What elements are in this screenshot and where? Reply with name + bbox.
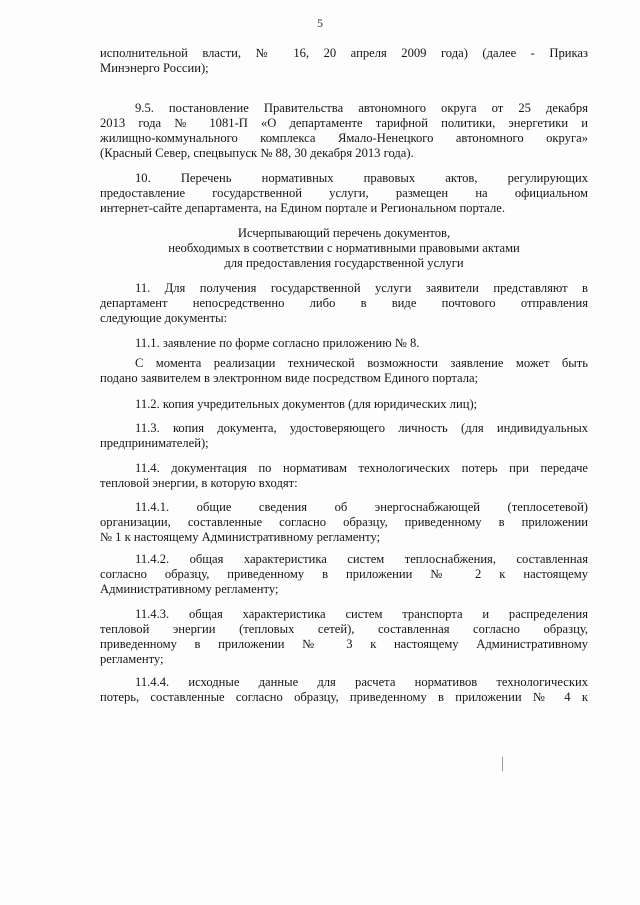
paragraph-11-4-4 (100, 675, 588, 705)
text-line: приведенному в приложении № 3 к настоящему Административному (100, 637, 588, 651)
text-line: жилищно-коммунального комплекса Ямало-Ненецкого автономного округа» (100, 131, 588, 145)
text-line: № 1 к настоящему Административному регламенту; (100, 530, 381, 544)
paragraph-11-1 (100, 336, 588, 351)
paragraph-11-4 (100, 461, 588, 491)
text-line: 11. Для получения государственной услуги заявители представляют в (135, 281, 588, 295)
text-line: подано заявителем в электронном виде посредством Единого портала; (100, 371, 479, 385)
text-line: департамент непосредственно либо в виде почтового отправления (100, 296, 588, 310)
paragraph-9-5 (100, 101, 588, 161)
text-line: 11.3. копия документа, удостоверяющего личность (для индивидуальных (135, 421, 588, 435)
text-line: тепловой энергии, в которую входят: (100, 476, 298, 490)
paragraph-continuation (100, 46, 588, 76)
text-line: исполнительной власти, № 16, 20 апреля 2009 года) (далее - Приказ (100, 46, 588, 60)
text-line: предпринимателей); (100, 436, 209, 450)
text-line: 2013 года № 1081-П «О департаменте тарифной политики, энергетики и (100, 116, 588, 130)
paragraph-10 (100, 171, 588, 216)
heading-line: необходимых в соответствии с нормативными правовыми актами (168, 241, 520, 255)
section-heading (100, 226, 588, 271)
page-number: 5 (317, 16, 323, 30)
text-line: согласно образцу, приведенному в приложении № 2 к настоящему (100, 567, 588, 581)
text-line: (Красный Север, спецвыпуск № 88, 30 декабря 2013 года). (100, 146, 414, 160)
text-line: 9.5. постановление Правительства автономного округа от 25 декабря (135, 101, 588, 115)
paragraph-11-4-3 (100, 607, 588, 667)
scan-mark (502, 757, 503, 771)
paragraph-electronic (100, 356, 588, 386)
paragraph-11-2 (100, 397, 588, 412)
text-line: 11.1. заявление по форме согласно приложению № 8. (135, 336, 420, 350)
text-line: 11.4. документация по нормативам технологических потерь при передаче (135, 461, 588, 475)
paragraph-11-3 (100, 421, 588, 451)
heading-line: для предоставления государственной услуги (224, 256, 464, 270)
text-line: 11.4.3. общая характеристика систем транспорта и распределения (135, 607, 588, 621)
text-line: 11.2. копия учредительных документов (для юридических лиц); (135, 397, 478, 411)
text-line: предоставление государственной услуги, размещен на официальном (100, 186, 588, 200)
text-line: тепловой энергии (тепловых сетей), составленная согласно образцу, (100, 622, 588, 636)
text-line: потерь, составленные согласно образцу, приведенному в приложении № 4 к (100, 690, 588, 704)
text-line: организации, составленные согласно образцу, приведенному в приложении (100, 515, 588, 529)
heading-line: Исчерпывающий перечень документов, (237, 226, 451, 240)
paragraph-11-4-2 (100, 552, 588, 597)
text-line: интернет-сайте департамента, на Едином портале и Региональном портале. (100, 201, 505, 215)
text-line: следующие документы: (100, 311, 228, 325)
text-line: Административному регламенту; (100, 582, 279, 596)
paragraph-11-4-1 (100, 500, 588, 545)
text-line: 11.4.2. общая характеристика систем теплоснабжения, составленная (135, 552, 588, 566)
paragraph-11 (100, 281, 588, 326)
text-line: 10. Перечень нормативных правовых актов, регулирующих (135, 171, 588, 185)
text-line: 11.4.1. общие сведения об энергоснабжающей (теплосетевой) (135, 500, 588, 514)
text-line: регламенту; (100, 652, 164, 666)
text-line: С момента реализации технической возможности заявление может быть (135, 356, 588, 370)
text-line: Минэнерго России); (100, 61, 209, 75)
text-line: 11.4.4. исходные данные для расчета нормативов технологических (135, 675, 588, 689)
